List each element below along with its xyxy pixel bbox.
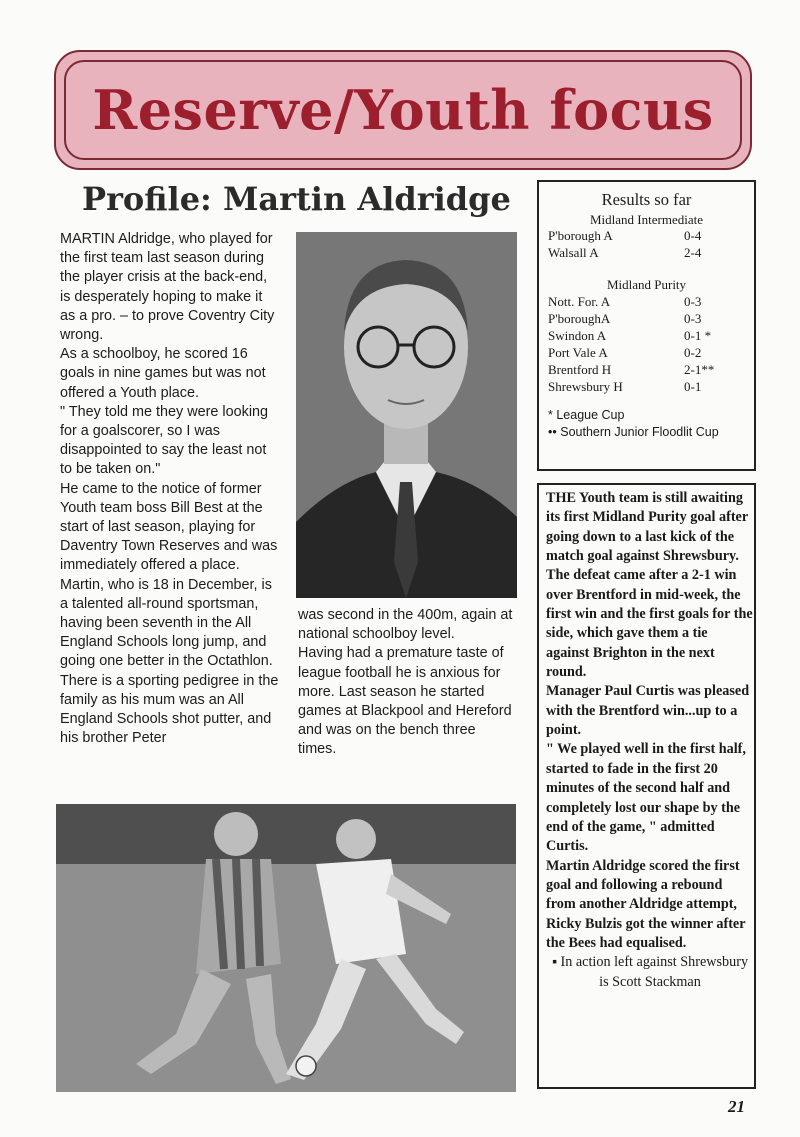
article-paragraph: MARTIN Aldridge, who played for the first team last season during the player crisis at the back-end, is desperately hoping to make it as a pro. – to prove Coventry City wrong. — [60, 231, 275, 344]
results-row — [548, 311, 748, 328]
youth-paragraph: The defeat came after a 2-1 win over Brentford in mid-week, the first win and the first goals for the side, which gave them a tie against Brighton in the next round. — [546, 567, 753, 681]
result-score: 0-2 — [684, 345, 702, 360]
result-team: P'boroughA — [548, 311, 611, 326]
result-score: 0-3 — [684, 311, 702, 326]
profile-column-2 — [298, 606, 516, 760]
results-footnote: * League Cup — [548, 408, 625, 422]
results-row — [548, 245, 748, 262]
results-section-title: Midland Intermediate — [590, 212, 703, 227]
result-team: Port Vale A — [548, 345, 608, 360]
result-score: 0-3 — [684, 294, 702, 309]
youth-paragraph: " We played well in the first half, started to fade in the first 20 minutes of the second half and completely lost our shape by the end of the game, " admitted Curtis. — [546, 741, 746, 855]
results-section-title: Midland Purity — [606, 277, 687, 292]
result-score: 2-4 — [684, 245, 702, 260]
results-row — [548, 379, 748, 396]
article-paragraph: He came to the notice of former Youth team boss Bill Best at the start of last season, playing for Daventry Town Reserves and was immediately offered a place. — [60, 480, 278, 574]
result-team: Brentford H — [548, 362, 612, 377]
article-paragraph: Martin, who is 18 in December, is a talented all-round sportsman, having been seventh in the All England Schools long jump, and going one better in the Octathlon. — [60, 576, 273, 670]
result-score: 0-1 — [684, 379, 702, 394]
action-illustration — [56, 804, 516, 1092]
result-team: Shrewsbury H — [548, 379, 623, 394]
article-paragraph: Having had a premature taste of league football he is anxious for more. Last season he started games at Blackpool and Hereford and was on the bench three times. — [298, 645, 512, 758]
results-row — [548, 228, 748, 245]
portrait-illustration — [296, 232, 517, 598]
result-team: P'borough A — [548, 228, 613, 243]
results-footnote: •• Southern Junior Floodlit Cup — [548, 425, 719, 439]
action-photo — [56, 804, 516, 1092]
result-score: 0-4 — [684, 228, 702, 243]
results-title: Results so far — [601, 190, 692, 209]
results-row — [548, 362, 748, 379]
banner-frame — [64, 60, 742, 160]
article-paragraph: was second in the 400m, again at national schoolboy level. — [298, 607, 513, 643]
portrait-photo — [296, 232, 517, 598]
page-number: 21 — [728, 1097, 745, 1116]
result-score: 0-1 * — [684, 328, 712, 343]
results-row — [548, 345, 748, 362]
result-team: Nott. For. A — [548, 294, 611, 309]
results-row — [548, 294, 748, 311]
results-row — [548, 328, 748, 345]
article-paragraph: As a schoolboy, he scored 16 goals in nine games but was not offered a Youth place. — [60, 346, 266, 401]
profile-column-1 — [60, 230, 280, 748]
youth-paragraph: Manager Paul Curtis was pleased with the Brentford win...up to a point. — [546, 683, 750, 739]
result-team: Swindon A — [548, 328, 607, 343]
banner-title: Reserve/Youth focus — [92, 78, 714, 142]
article-paragraph: " They told me they were looking for a goalscorer, so I was disappointed to say the least not to be taken on." — [60, 403, 269, 478]
youth-paragraph: Martin Aldridge scored the first goal and following a rebound from another Aldridge attempt, Ricky Bulzis got the winner after the Bees had equalised. — [546, 857, 746, 951]
result-team: Walsall A — [548, 245, 599, 260]
article-paragraph: There is a sporting pedigree in the family as his mum was an All England Schools shot putter, and his brother Peter — [60, 672, 279, 747]
photo-caption: ▪ In action left against Shrewsbury is Scott Stackman — [551, 954, 749, 990]
result-score: 2-1** — [684, 362, 715, 377]
youth-report-text — [546, 489, 754, 992]
profile-heading: Profile: Martin Aldridge — [82, 180, 511, 218]
youth-report-box — [537, 483, 756, 1089]
youth-paragraph: THE Youth team is still awaiting its first Midland Purity goal after going down to a last kick of the match goal against Shrewsbury. — [546, 490, 748, 565]
results-box — [537, 180, 756, 471]
